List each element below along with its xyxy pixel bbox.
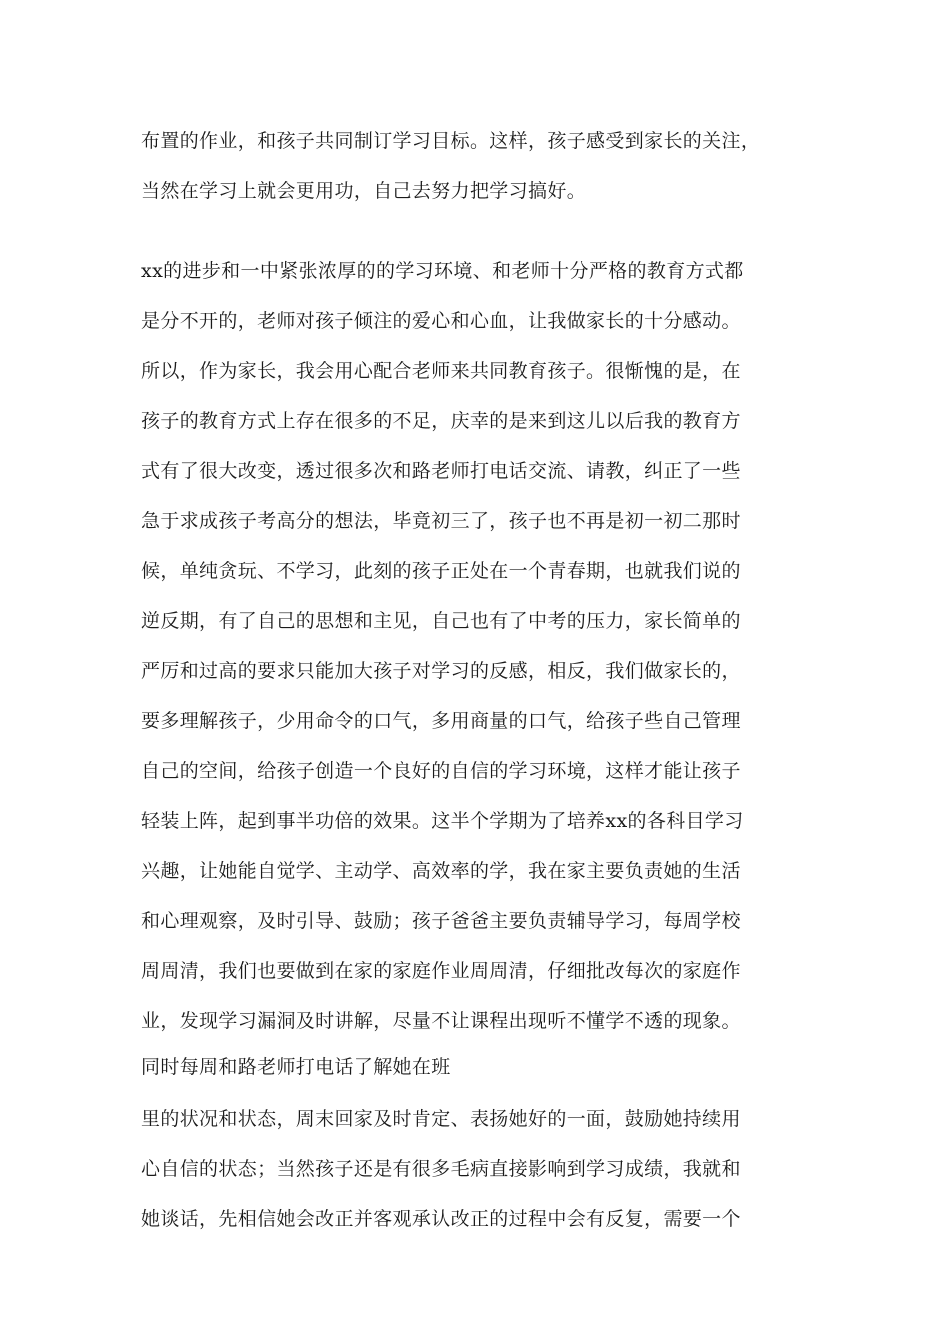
text-line: 要多理解孩子，少用命令的口气，多用商量的口气，给孩子些自己管理 <box>141 710 741 732</box>
text-line: 孩子的教育方式上存在很多的不足，庆幸的是来到这儿以后我的教育方 <box>141 410 741 432</box>
text-line: 候，单纯贪玩、不学习，此刻的孩子正处在一个青春期，也就我们说的 <box>141 560 741 582</box>
text-line: 逆反期，有了自己的思想和主见，自己也有了中考的压力，家长简单的 <box>141 610 741 632</box>
text-line: 业，发现学习漏洞及时讲解，尽量不让课程出现听不懂学不透的现象。 <box>141 1010 741 1032</box>
text-line: 心自信的状态；当然孩子还是有很多毛病直接影响到学习成绩，我就和 <box>141 1158 741 1180</box>
text-line: xx的进步和一中紧张浓厚的的学习环境、和老师十分严格的教育方式都 <box>141 260 744 282</box>
text-line: 同时每周和路老师打电话了解她在班 <box>141 1056 451 1078</box>
text-line: 自己的空间，给孩子创造一个良好的自信的学习环境，这样才能让孩子 <box>141 760 741 782</box>
text-line: 她谈话，先相信她会改正并客观承认改正的过程中会有反复，需要一个 <box>141 1208 741 1230</box>
text-line: 式有了很大改变，透过很多次和路老师打电话交流、请教，纠正了一些 <box>141 460 741 482</box>
text-line: 严厉和过高的要求只能加大孩子对学习的反感，相反，我们做家长的， <box>141 660 741 682</box>
text-line: 里的状况和状态，周末回家及时肯定、表扬她好的一面，鼓励她持续用 <box>141 1108 741 1130</box>
text-line: 急于求成孩子考高分的想法，毕竟初三了，孩子也不再是初一初二那时 <box>141 510 741 532</box>
text-line: 布置的作业，和孩子共同制订学习目标。这样，孩子感受到家长的关注， <box>141 130 761 152</box>
text-line: 兴趣，让她能自觉学、主动学、高效率的学，我在家主要负责她的生活 <box>141 860 741 882</box>
text-line: 当然在学习上就会更用功，自己去努力把学习搞好。 <box>141 180 587 202</box>
text-line: 是分不开的，老师对孩子倾注的爱心和心血，让我做家长的十分感动。 <box>141 310 741 332</box>
text-line: 所以，作为家长，我会用心配合老师来共同教育孩子。很惭愧的是，在 <box>141 360 741 382</box>
text-line: 和心理观察，及时引导、鼓励；孩子爸爸主要负责辅导学习，每周学校 <box>141 910 741 932</box>
text-line: 轻装上阵，起到事半功倍的效果。这半个学期为了培养xx的各科目学习 <box>141 810 744 832</box>
text-line: 周周清，我们也要做到在家的家庭作业周周清，仔细批改每次的家庭作 <box>141 960 741 982</box>
